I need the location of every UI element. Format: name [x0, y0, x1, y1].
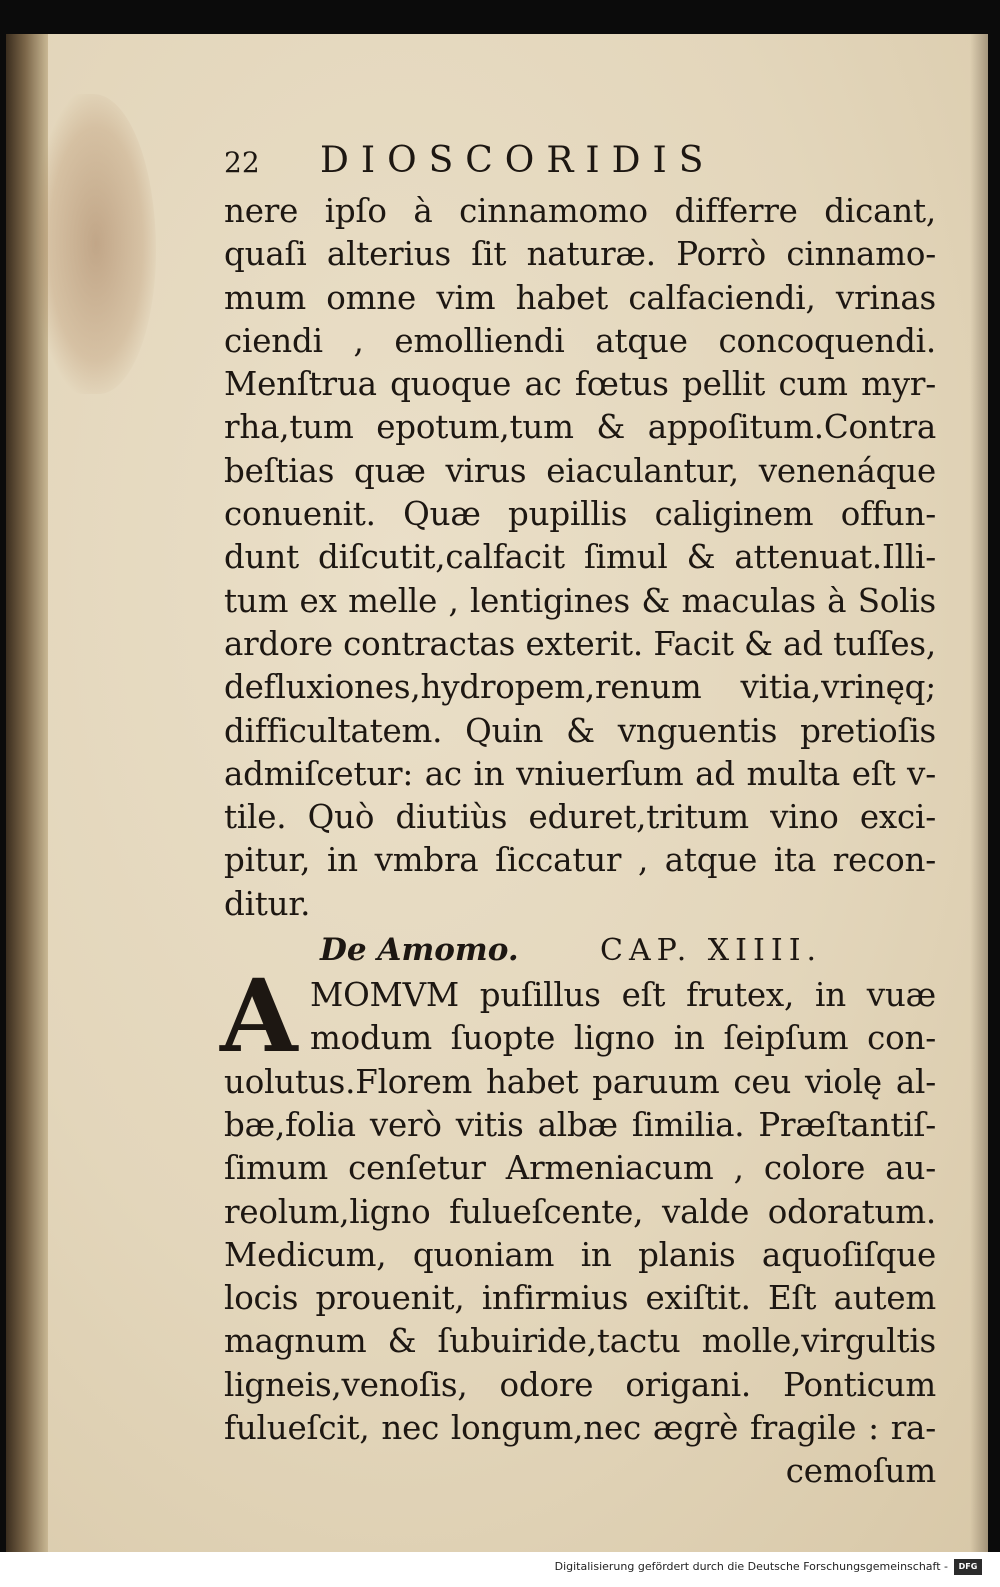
text-line: difficultatem. Quin & vnguentis pretioſis [224, 711, 936, 750]
running-head [224, 132, 936, 190]
digitization-footer [0, 1552, 1000, 1587]
page-edge-shadow [970, 34, 988, 1552]
text-line: ligneis,venoſis, odore origani. Ponticum [224, 1365, 936, 1404]
text-line: rha,tum epotum,tum & appoſitum.Contra [224, 408, 936, 447]
page-text-block [220, 132, 936, 1494]
text-line: ditur. [224, 884, 311, 923]
text-line: quaſi alterius ſit naturæ. Porrò cinnamo- [224, 235, 936, 274]
text-line: dunt diſcutit,calfacit ſimul & attenuat.Illi- [224, 538, 936, 577]
text-line: tum ex melle , lentigines & maculas à Solis [224, 581, 936, 620]
text-line: bæ,folia verò vitis albæ ſimilia. Præſtantiſ- [224, 1105, 936, 1144]
text-line: MOMVM puſillus eſt frutex, in vuæ [310, 976, 936, 1015]
running-title: DIOSCORIDIS [320, 140, 716, 181]
text-line: pitur, in vmbra ſiccatur , atque ita recon- [224, 841, 936, 880]
page-number: 22 [224, 146, 260, 179]
text-line: tile. Quò diutiùs eduret,tritum vino exci- [224, 798, 936, 837]
water-stain [36, 94, 156, 394]
text-line: mum omne vim habet calfaciendi, vrinas [224, 278, 936, 317]
text-line: ardore contractas exterit. Facit & ad tuſſes, [224, 624, 936, 663]
paragraph-1 [224, 190, 936, 926]
text-line: Menſtrua quoque ac fœtus pellit cum myr- [224, 365, 936, 404]
catchword: cemoſum [785, 1452, 936, 1491]
paragraph-2 [220, 957, 936, 1494]
text-line: beſtias quæ virus eiaculantur, venenáque [224, 451, 936, 490]
chapter-title: De Amomo. [320, 932, 519, 969]
text-line: admiſcetur: ac in vniuerſum ad multa eſt v- [224, 754, 936, 793]
dfg-logo: DFG [954, 1559, 982, 1575]
text-line: ſimum cenſetur Armeniacum , colore au- [224, 1149, 936, 1188]
text-line: ciendi , emolliendi atque concoquendi. [224, 321, 936, 360]
chapter-heading [224, 926, 936, 974]
initial-block [220, 957, 936, 1076]
scanned-page [6, 34, 988, 1552]
funding-credit: Digitalisierung gefördert durch die Deutsche Forschungsgemeinschaft - [554, 1560, 948, 1573]
text-line: Medicum, quoniam in planis aquoſiſque [224, 1235, 936, 1274]
text-line: conuenit. Quæ pupillis caliginem offun- [224, 495, 936, 534]
text-line: nere ipſo à cinnamomo differre dicant, [224, 192, 936, 230]
text-line: magnum & ſubuiride,tactu molle,virgultis [224, 1322, 936, 1361]
text-line: reolum,ligno fulueſcente, valde odoratum. [224, 1192, 936, 1231]
text-line: uolutus.Florem habet paruum ceu violę al- [224, 1062, 936, 1101]
drop-cap: A [220, 957, 298, 1076]
text-line: defluxiones,hydropem,renum vitia,vrinęq; [224, 668, 936, 707]
text-line: locis prouenit, infirmius exiſtit. Eſt autem [224, 1279, 936, 1318]
chapter-number: CAP. XIIII. [600, 933, 823, 969]
text-line: fulueſcit, nec longum,nec ægrè fragile : ra- [224, 1409, 936, 1448]
text-line: modum ſuopte ligno in ſeipſum con- [310, 1019, 936, 1058]
